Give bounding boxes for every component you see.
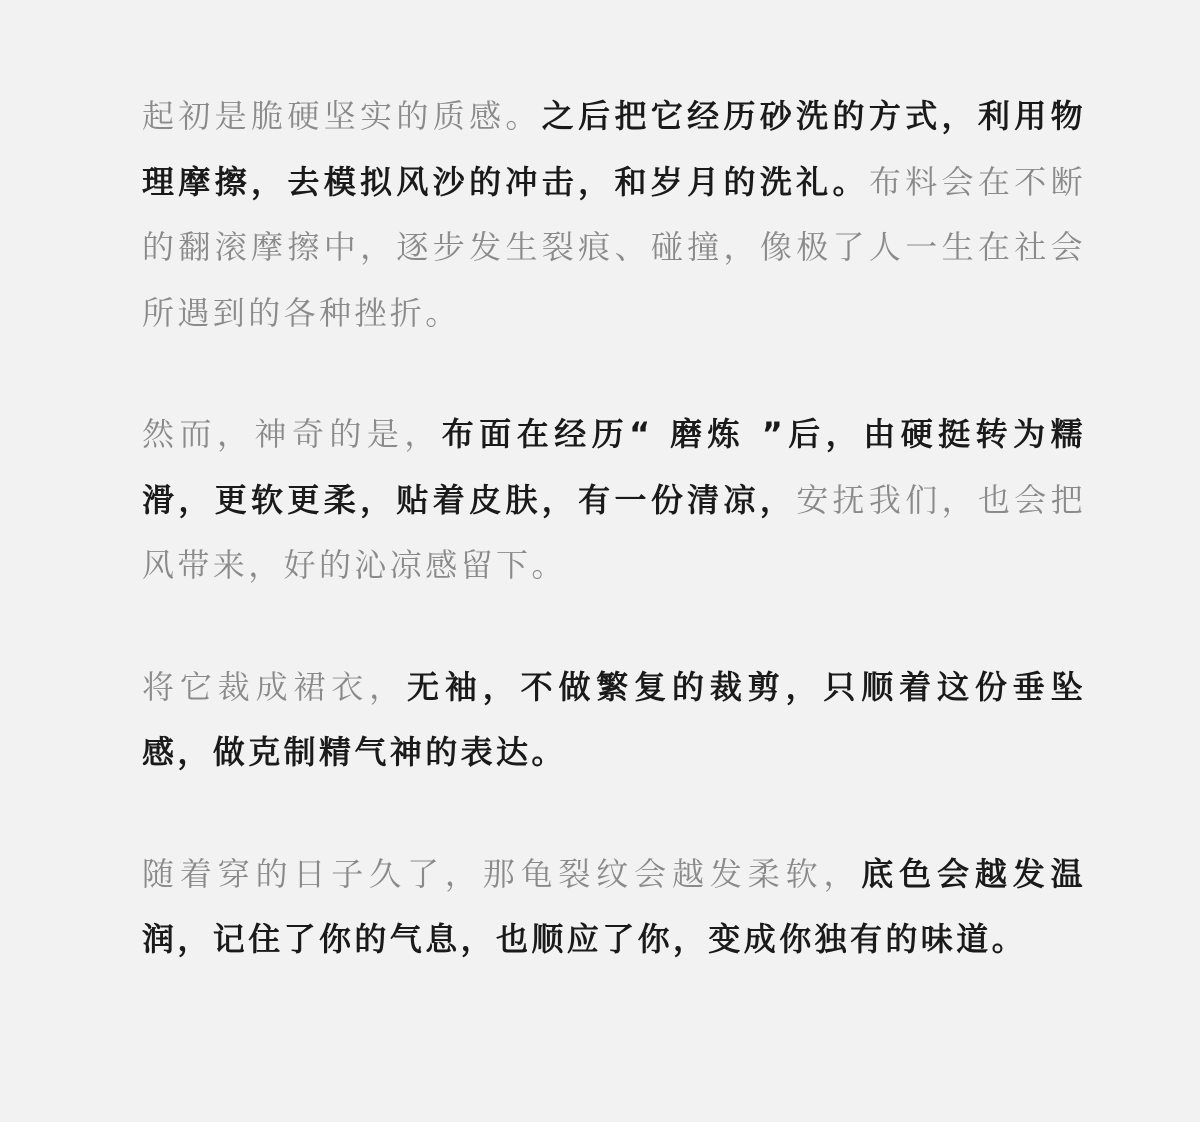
paragraph-1: [142, 84, 1086, 346]
paragraph-2-segment-1: 然而，神奇的是，: [142, 415, 442, 453]
paragraph-2-segment-2: 布面在经历“ 磨炼 ”后，由硬挺转为糯滑，更软更柔，贴着皮肤，有一份清凉，: [142, 415, 1086, 519]
paragraph-4: [142, 842, 1086, 973]
paragraph-2: [142, 402, 1086, 599]
paragraph-1-segment-3: 布料会在不断的翻滚摩擦中，逐步发生裂痕、碰撞，像极了人一生在社会所遇到的各种挫折。: [142, 162, 1086, 332]
paragraph-2-segment-3: 安抚我们，也会把风带来，好的沁凉感留下。: [142, 480, 1087, 584]
paragraph-1-segment-1: 起初是脆硬坚实的质感。: [142, 97, 542, 135]
article-body: [142, 84, 1086, 973]
paragraph-3-segment-1: 将它裁成裙衣，: [142, 667, 408, 706]
paragraph-4-segment-1: 随着穿的日子久了，那龟裂纹会越发柔软，: [142, 854, 862, 893]
paragraph-3-segment-2: 无袖，不做繁复的裁剪，只顺着这份垂坠感，做克制精气神的表达。: [142, 667, 1086, 771]
paragraph-4-segment-2: 底色会越发温润，记住了你的气息，也顺应了你，变成你独有的味道。: [142, 854, 1086, 958]
paragraph-1-segment-2: 之后把它经历砂洗的方式，利用物理摩擦，去模拟风沙的冲击，和岁月的洗礼。: [142, 97, 1086, 201]
paragraph-3: [142, 655, 1086, 786]
